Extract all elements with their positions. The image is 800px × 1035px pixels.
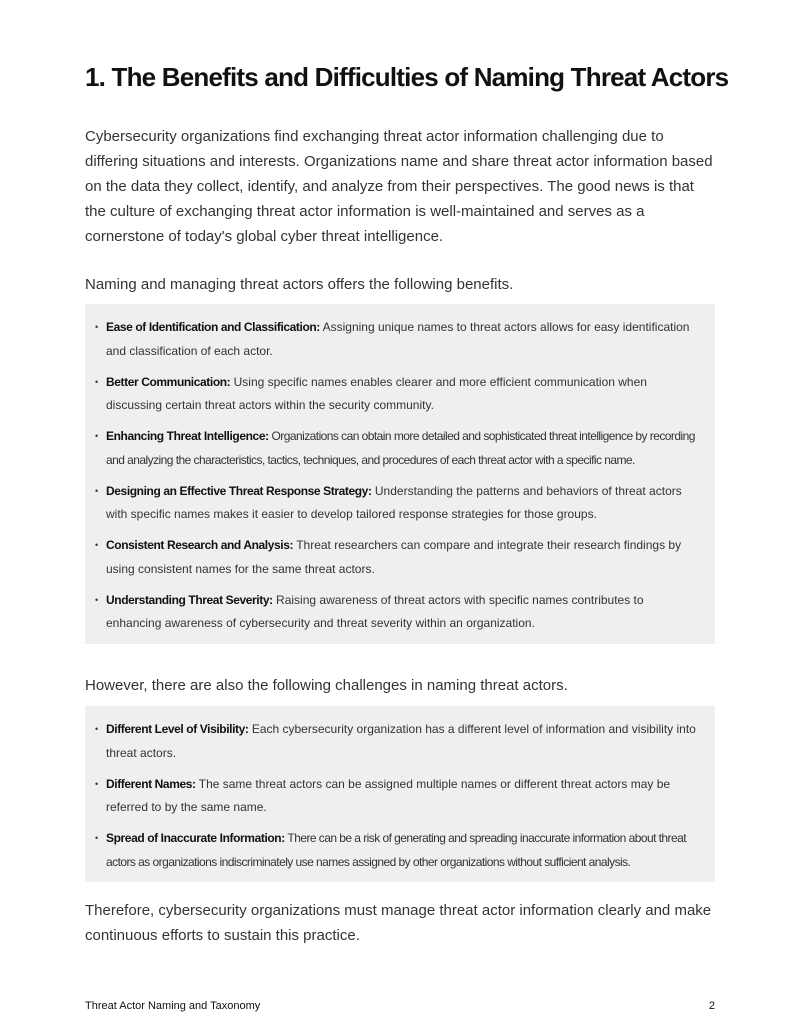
footer-title: Threat Actor Naming and Taxonomy (85, 1000, 261, 1012)
benefit-term: Understanding Threat Severity: (106, 592, 273, 607)
benefit-term: Designing an Effective Threat Response Strategy: (106, 483, 372, 498)
page-number: 2 (708, 1000, 715, 1012)
challenge-text: Each cybersecurity organization has a different level of information and visibility into threat actors. (106, 722, 696, 760)
benefit-text: Understanding the patterns and behaviors of threat actors with specific names makes it easier to develop tailored response strategies for those groups. (106, 483, 682, 521)
challenge-term: Different Names: (106, 776, 196, 791)
benefit-term: Consistent Research and Analysis: (106, 538, 294, 552)
list-item (95, 371, 699, 418)
challenge-text: There can be a risk of generating and spreading inaccurate information about threat actors as organizations indiscriminately use names assigned by other organizations without sufficient analysis. (106, 831, 687, 869)
list-item (95, 589, 699, 636)
benefit-text: Organizations can obtain more detailed and sophisticated threat intelligence by recording and analyzing the characteristics, tactics, techniques, and procedures of each threat actor with a specific name. (106, 429, 695, 467)
benefit-text: Using specific names enables clearer and more efficient communication when discussing certain threat actors within the security community. (106, 374, 647, 412)
challenge-term: Different Level of Visibility: (106, 722, 249, 736)
list-item (95, 425, 699, 472)
benefit-text: Raising awareness of threat actors with specific names contributes to enhancing awareness of cybersecurity and threat severity within an organization. (106, 592, 644, 630)
benefits-box (85, 304, 715, 644)
list-item (95, 534, 699, 581)
list-item (95, 718, 699, 765)
challenges-box (85, 706, 715, 882)
benefit-text: Threat researchers can compare and integrate their research findings by using consistent names for the same threat actors. (106, 538, 682, 576)
challenge-term: Spread of Inaccurate Information: (106, 831, 285, 845)
challenges-lead: However, there are also the following challenges in naming threat actors. (85, 677, 568, 694)
benefit-text: Assigning unique names to threat actors allows for easy identification and classification of each actor. (106, 320, 690, 358)
benefit-term: Better Communication: (106, 374, 231, 389)
list-item (95, 773, 699, 820)
closing-paragraph: Therefore, cybersecurity organizations must manage threat actor information clearly and make continuous efforts to sustain this practice. (85, 902, 712, 944)
challenges-list (95, 718, 699, 874)
challenge-text: The same threat actors can be assigned multiple names or different threat actors may be referred to by the same name. (106, 776, 671, 814)
list-item (95, 480, 699, 527)
list-item (95, 827, 699, 874)
benefits-lead: Naming and managing threat actors offers the following benefits. (85, 276, 514, 293)
section-heading: 1. The Benefits and Difficulties of Naming Threat Actors (85, 62, 729, 92)
list-item (95, 316, 699, 363)
benefit-term: Enhancing Threat Intelligence: (106, 429, 269, 443)
intro-paragraph: Cybersecurity organizations find exchanging threat actor information challenging due to differing situations and interests. Organizations name and share threat actor information based on the data they collect, identify, and analyze from their perspectives. The good news is that the culture of exchanging threat actor information is well-maintained and serves as a cornerstone of today's global cyber threat intelligence. (85, 128, 713, 245)
page-footer (85, 1000, 715, 1012)
benefits-list (95, 316, 699, 636)
benefit-term: Ease of Identification and Classification: (106, 320, 320, 334)
